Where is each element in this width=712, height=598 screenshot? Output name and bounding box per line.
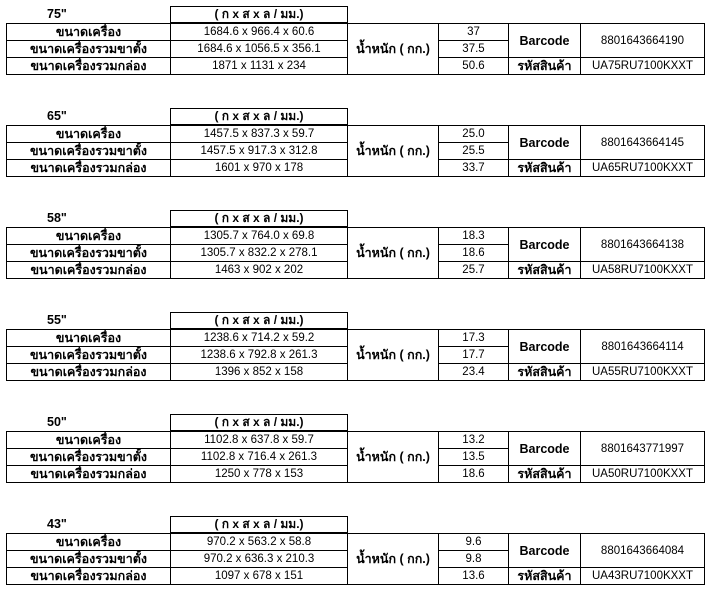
weight-stand: 25.5 xyxy=(438,142,509,160)
barcode-label: Barcode xyxy=(508,125,581,160)
stand-dimensions: 1684.6 x 1056.5 x 356.1 xyxy=(170,40,348,58)
weight-unit: 18.3 xyxy=(438,227,509,245)
weight-box: 33.7 xyxy=(438,159,509,177)
row-label-box: ขนาดเครื่องรวมกล่อง xyxy=(6,363,171,381)
barcode-value: 8801643771997 xyxy=(580,431,705,466)
code-value: UA75RU7100KXXT xyxy=(580,57,705,75)
box-dimensions: 1601 x 970 x 178 xyxy=(170,159,348,177)
stand-dimensions: 970.2 x 636.3 x 210.3 xyxy=(170,550,348,568)
row-label-stand: ขนาดเครื่องรวมขาตั้ง xyxy=(6,142,171,160)
weight-label: น้ำหนัก ( กก.) xyxy=(347,125,439,177)
row-label-stand: ขนาดเครื่องรวมขาตั้ง xyxy=(6,244,171,262)
weight-label: น้ำหนัก ( กก.) xyxy=(347,23,439,75)
box-dimensions: 1250 x 778 x 153 xyxy=(170,465,348,483)
spec-block-65 xyxy=(0,108,712,178)
row-label-unit: ขนาดเครื่อง xyxy=(6,329,171,347)
code-value: UA50RU7100KXXT xyxy=(580,465,705,483)
unit-dimensions: 1305.7 x 764.0 x 69.8 xyxy=(170,227,348,245)
barcode-value: 8801643664190 xyxy=(580,23,705,58)
code-label: รหัสสินค้า xyxy=(508,261,581,279)
row-label-unit: ขนาดเครื่อง xyxy=(6,125,171,143)
weight-stand: 17.7 xyxy=(438,346,509,364)
row-label-stand: ขนาดเครื่องรวมขาตั้ง xyxy=(6,40,171,58)
code-label: รหัสสินค้า xyxy=(508,465,581,483)
weight-unit: 25.0 xyxy=(438,125,509,143)
barcode-label: Barcode xyxy=(508,431,581,466)
code-label: รหัสสินค้า xyxy=(508,159,581,177)
unit-dimensions: 970.2 x 563.2 x 58.8 xyxy=(170,533,348,551)
weight-unit: 9.6 xyxy=(438,533,509,551)
weight-stand: 37.5 xyxy=(438,40,509,58)
code-label: รหัสสินค้า xyxy=(508,57,581,75)
box-dimensions: 1097 x 678 x 151 xyxy=(170,567,348,585)
code-value: UA65RU7100KXXT xyxy=(580,159,705,177)
weight-unit: 13.2 xyxy=(438,431,509,449)
row-label-unit: ขนาดเครื่อง xyxy=(6,533,171,551)
weight-unit: 17.3 xyxy=(438,329,509,347)
row-label-stand: ขนาดเครื่องรวมขาตั้ง xyxy=(6,346,171,364)
unit-dimensions: 1238.6 x 714.2 x 59.2 xyxy=(170,329,348,347)
stand-dimensions: 1305.7 x 832.2 x 278.1 xyxy=(170,244,348,262)
stand-dimensions: 1102.8 x 716.4 x 261.3 xyxy=(170,448,348,466)
weight-stand: 9.8 xyxy=(438,550,509,568)
weight-box: 13.6 xyxy=(438,567,509,585)
size-label: 50" xyxy=(47,415,67,429)
dim-unit-header: ( ก x ส x ล / มม.) xyxy=(170,210,348,227)
weight-label: น้ำหนัก ( กก.) xyxy=(347,329,439,381)
box-dimensions: 1463 x 902 x 202 xyxy=(170,261,348,279)
row-label-box: ขนาดเครื่องรวมกล่อง xyxy=(6,159,171,177)
size-label: 75" xyxy=(47,7,67,21)
unit-dimensions: 1684.6 x 966.4 x 60.6 xyxy=(170,23,348,41)
spec-block-50 xyxy=(0,414,712,484)
row-label-box: ขนาดเครื่องรวมกล่อง xyxy=(6,567,171,585)
row-label-unit: ขนาดเครื่อง xyxy=(6,227,171,245)
unit-dimensions: 1102.8 x 637.8 x 59.7 xyxy=(170,431,348,449)
spec-block-75 xyxy=(0,6,712,76)
barcode-label: Barcode xyxy=(508,329,581,364)
barcode-value: 8801643664138 xyxy=(580,227,705,262)
stand-dimensions: 1457.5 x 917.3 x 312.8 xyxy=(170,142,348,160)
weight-box: 18.6 xyxy=(438,465,509,483)
dim-unit-header: ( ก x ส x ล / มม.) xyxy=(170,6,348,23)
barcode-label: Barcode xyxy=(508,533,581,568)
barcode-value: 8801643664084 xyxy=(580,533,705,568)
row-label-box: ขนาดเครื่องรวมกล่อง xyxy=(6,261,171,279)
row-label-box: ขนาดเครื่องรวมกล่อง xyxy=(6,57,171,75)
dim-unit-header: ( ก x ส x ล / มม.) xyxy=(170,312,348,329)
size-label: 55" xyxy=(47,313,67,327)
weight-box: 23.4 xyxy=(438,363,509,381)
dim-unit-header: ( ก x ส x ล / มม.) xyxy=(170,414,348,431)
dim-unit-header: ( ก x ส x ล / มม.) xyxy=(170,516,348,533)
weight-label: น้ำหนัก ( กก.) xyxy=(347,431,439,483)
size-label: 43" xyxy=(47,517,67,531)
row-label-stand: ขนาดเครื่องรวมขาตั้ง xyxy=(6,550,171,568)
weight-stand: 13.5 xyxy=(438,448,509,466)
unit-dimensions: 1457.5 x 837.3 x 59.7 xyxy=(170,125,348,143)
code-label: รหัสสินค้า xyxy=(508,567,581,585)
box-dimensions: 1396 x 852 x 158 xyxy=(170,363,348,381)
size-label: 58" xyxy=(47,211,67,225)
weight-label: น้ำหนัก ( กก.) xyxy=(347,227,439,279)
code-value: UA58RU7100KXXT xyxy=(580,261,705,279)
spec-block-43 xyxy=(0,516,712,586)
weight-box: 25.7 xyxy=(438,261,509,279)
row-label-unit: ขนาดเครื่อง xyxy=(6,431,171,449)
barcode-label: Barcode xyxy=(508,23,581,58)
box-dimensions: 1871 x 1131 x 234 xyxy=(170,57,348,75)
size-label: 65" xyxy=(47,109,67,123)
code-label: รหัสสินค้า xyxy=(508,363,581,381)
weight-unit: 37 xyxy=(438,23,509,41)
spec-block-58 xyxy=(0,210,712,280)
code-value: UA55RU7100KXXT xyxy=(580,363,705,381)
barcode-label: Barcode xyxy=(508,227,581,262)
row-label-box: ขนาดเครื่องรวมกล่อง xyxy=(6,465,171,483)
weight-stand: 18.6 xyxy=(438,244,509,262)
barcode-value: 8801643664145 xyxy=(580,125,705,160)
row-label-stand: ขนาดเครื่องรวมขาตั้ง xyxy=(6,448,171,466)
weight-label: น้ำหนัก ( กก.) xyxy=(347,533,439,585)
stand-dimensions: 1238.6 x 792.8 x 261.3 xyxy=(170,346,348,364)
weight-box: 50.6 xyxy=(438,57,509,75)
row-label-unit: ขนาดเครื่อง xyxy=(6,23,171,41)
barcode-value: 8801643664114 xyxy=(580,329,705,364)
code-value: UA43RU7100KXXT xyxy=(580,567,705,585)
dim-unit-header: ( ก x ส x ล / มม.) xyxy=(170,108,348,125)
spec-block-55 xyxy=(0,312,712,382)
